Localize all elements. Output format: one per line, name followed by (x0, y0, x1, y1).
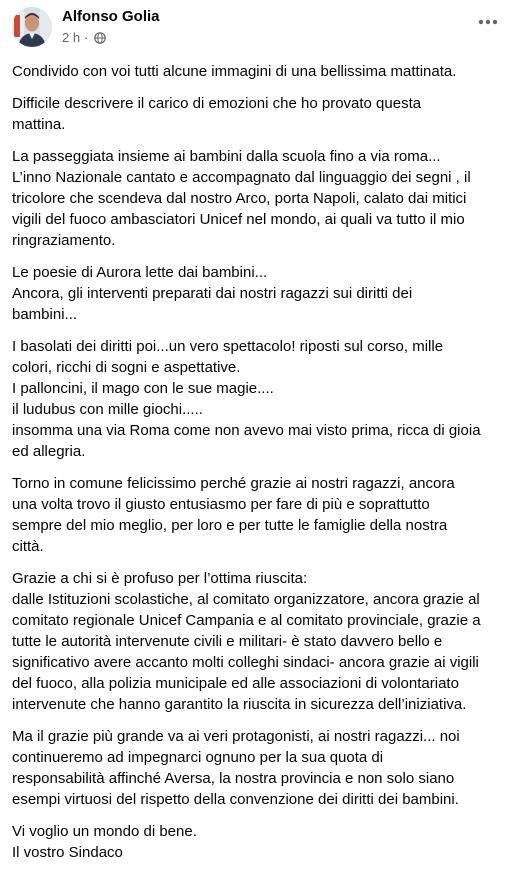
post-paragraph: Vi voglio un mondo di bene. Il vostro Sindaco (12, 823, 197, 861)
post-paragraph: La passeggiata insieme ai bambini dalla scuola fino a via roma... L’inno Nazionale cantato e accompagnato dal linguaggio dei segni , il tricolore che scendeva dal nostro Arco, porta Napoli, calato dai mitici vigili del fuoco ambasciatori Unicef nel mondo, ai quali va tutto il mio ringraziamento. (12, 148, 471, 249)
avatar-photo (12, 7, 52, 47)
post-header (12, 6, 502, 52)
avatar[interactable] (12, 7, 52, 47)
globe-icon[interactable] (94, 32, 106, 44)
author-name[interactable]: Alfonso Golia (62, 8, 160, 25)
post-paragraph: Grazie a chi si è profuso per l’ottima riuscita: dalle Istituzioni scolastiche, al comitato organizzatore, ancora grazie al comitato regionale Unicef Campania e al comitato provinciale, grazie a tutte le autorità intervenute civili e militari- è stato davvero bello e significativo avere accanto molti colleghi sindaci- ancora grazie ai vigili del fuoco, alla polizia municipale ed alle associazioni di volontariato intervenute che hanno garantito la riuscita in sicurezza dell’iniziativa. (12, 570, 481, 713)
meta-separator: · (84, 30, 89, 45)
post-paragraph: Le poesie di Aurora lette dai bambini... Ancora, gli interventi preparati dai nostri ragazzi sui diritti dei bambini... (12, 264, 413, 323)
post-paragraph: Torno in comune felicissimo perché grazie ai nostri ragazzi, ancora una volta trovo il giusto entusiasmo per fare di più e soprattutto sempre del mio meglio, per loro e per tutte le famiglie della nostra città. (12, 475, 455, 555)
post-paragraph: Difficile descrivere il carico di emozioni che ho provato questa mattina. (12, 95, 422, 133)
post-paragraph: Ma il grazie più grande va ai veri protagonisti, ai nostri ragazzi... noi continueremo ad impegnarci ognuno per la sua quota di responsabilità affinché Aversa, la nostra provincia e non solo siano esempi virtuosi del rispetto della convenzione dei diritti dei bambini. (12, 728, 460, 808)
post-meta (62, 30, 106, 45)
post-paragraph: I basolati dei diritti poi...un vero spettacolo! riposti sul corso, mille colori, ricchi di sogni e aspettative. I palloncini, il mago con le sue magie.... il ludubus con mille giochi..... insomma una via Roma come non avevo mai visto prima, ricca di gioia ed allegria. (12, 338, 481, 460)
post-paragraph: Condivido con voi tutti alcune immagini di una bellissima mattinata. (12, 63, 457, 80)
more-options-icon[interactable] (476, 12, 500, 32)
post-body (12, 61, 506, 874)
post-timestamp[interactable]: 2 h (62, 30, 81, 45)
